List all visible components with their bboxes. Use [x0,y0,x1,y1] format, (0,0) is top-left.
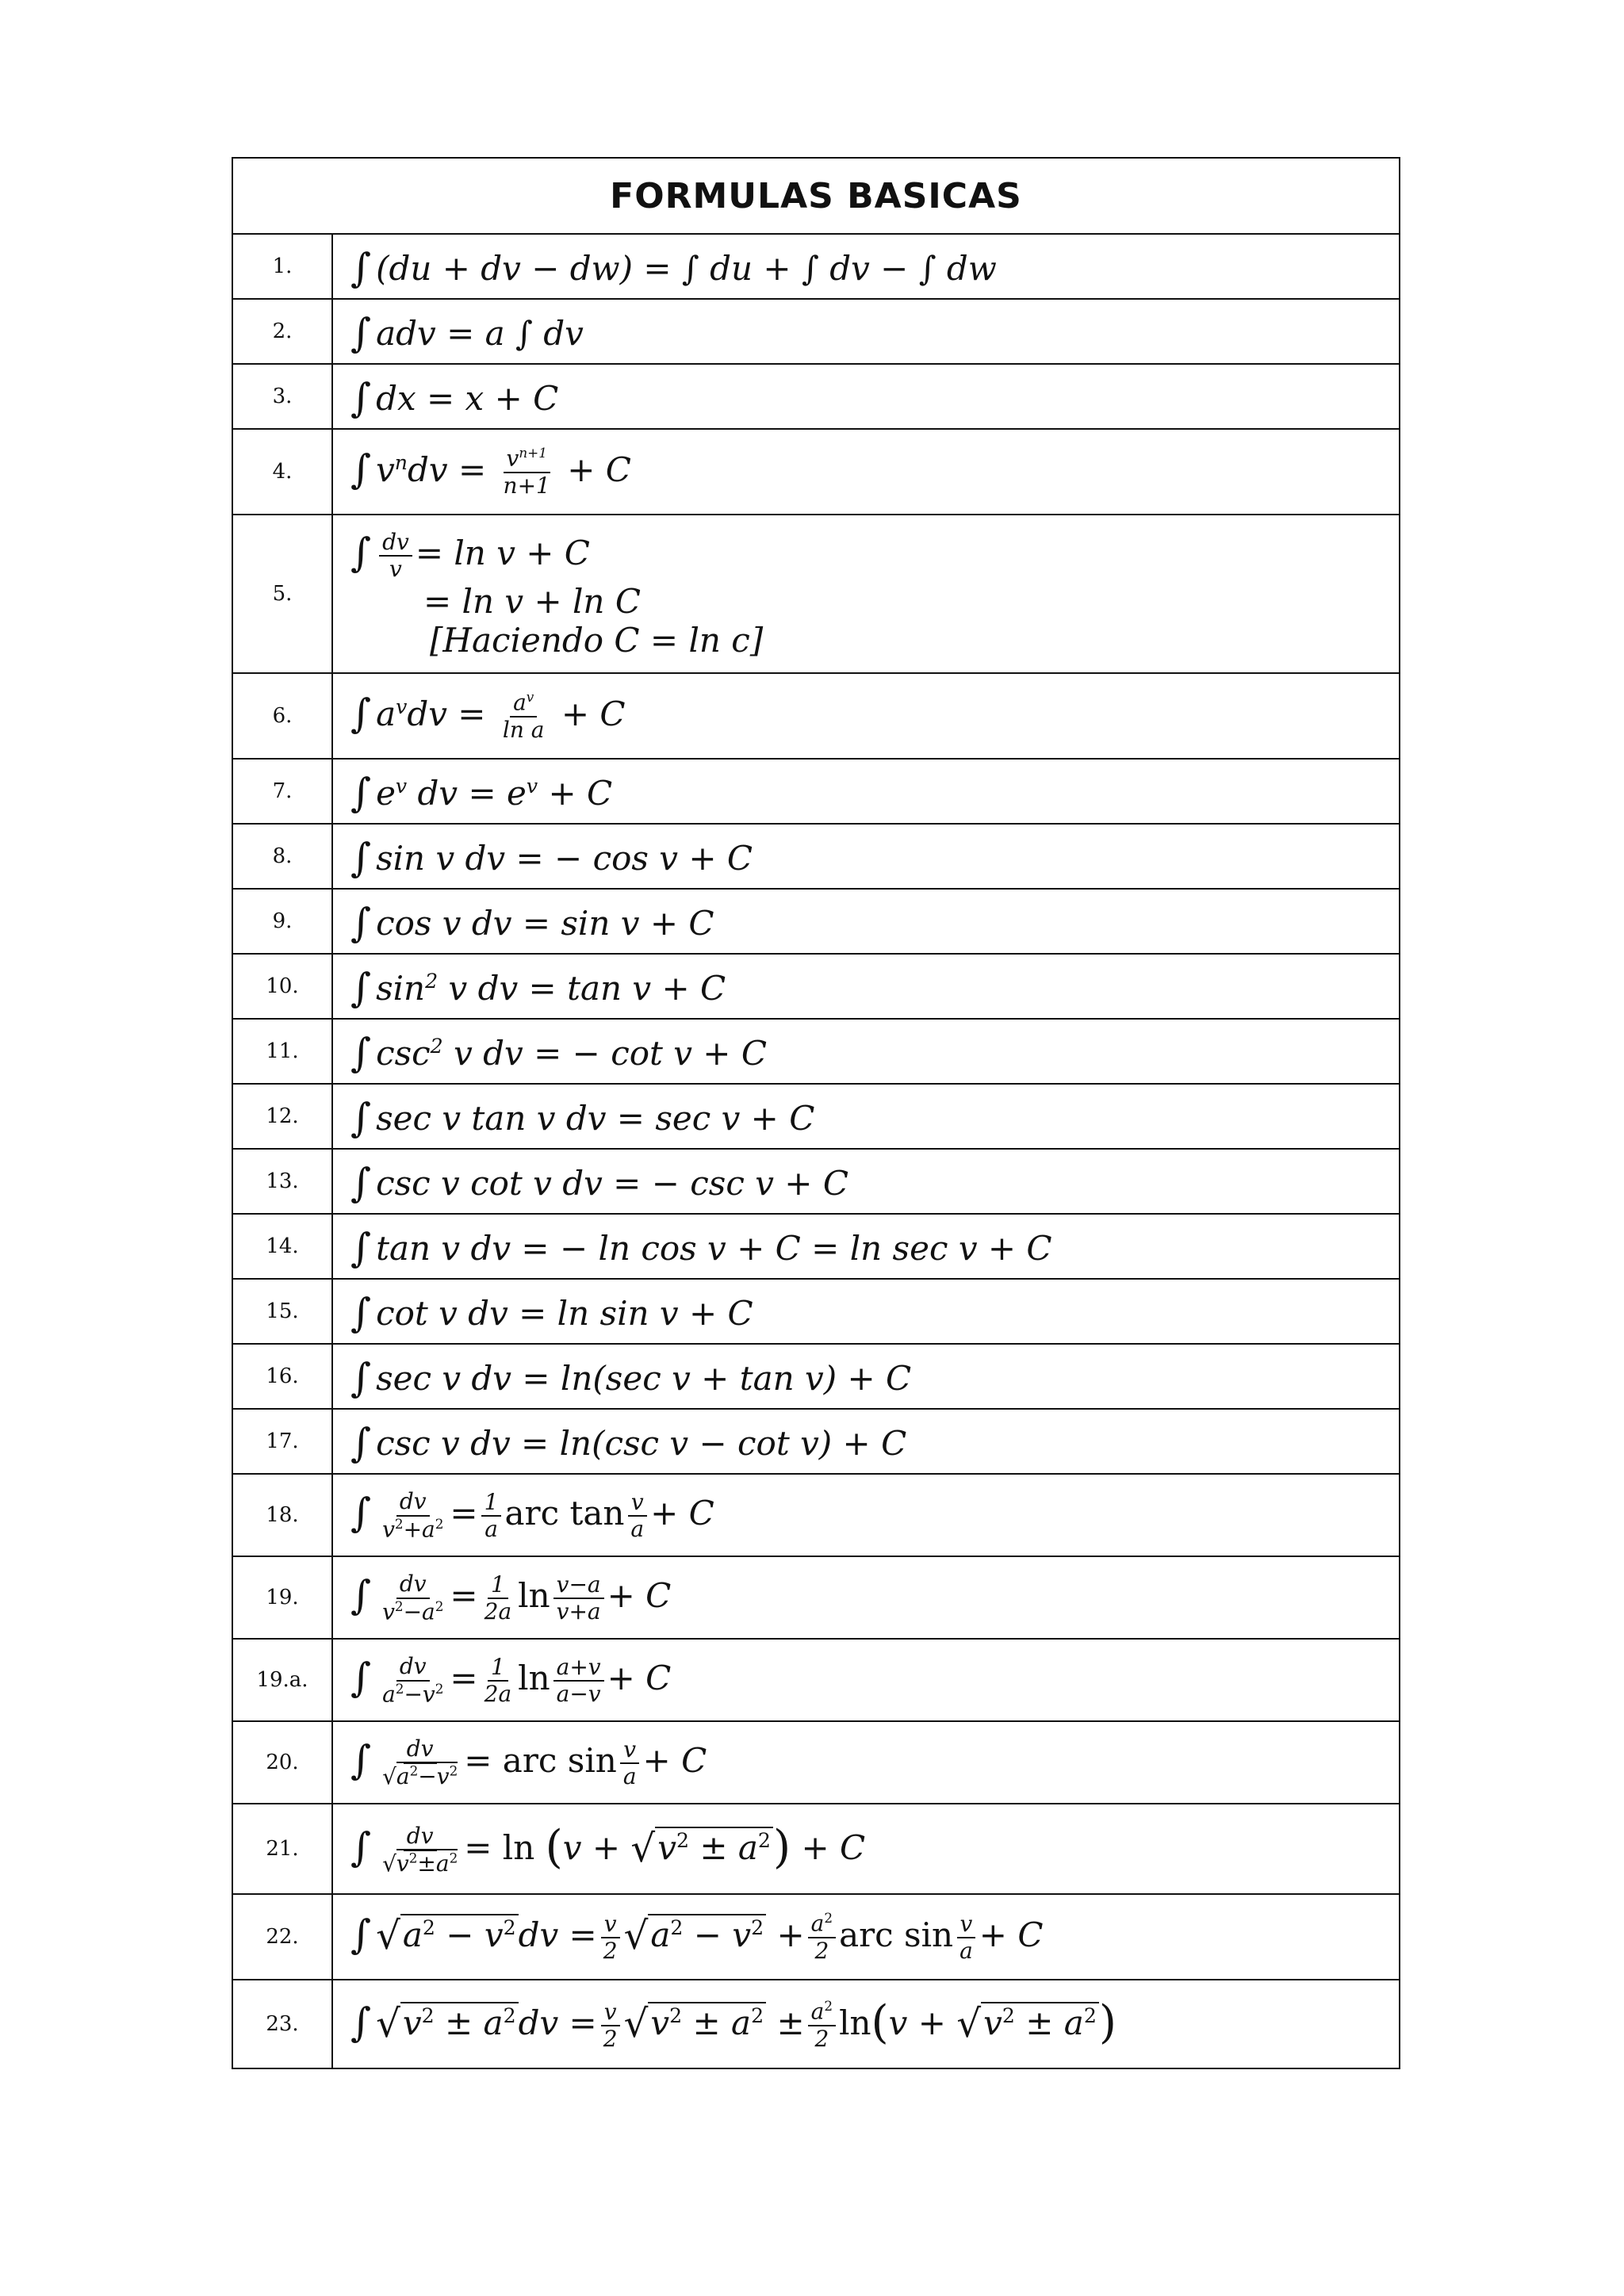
formula-row [232,673,1400,759]
numerator: a [513,689,527,716]
numerator: a [810,1998,825,2025]
integral-sign: ∫ [350,375,372,421]
formula [332,1894,1400,1980]
numerator: v [603,1910,617,1937]
paren-close: ) [1098,1996,1116,2049]
formula-text: ln [518,1575,550,1615]
formula-text: cos v dv = sin v + C [376,904,714,943]
denominator: 2 [603,2025,618,2052]
denominator: a [959,1937,973,1964]
square-root: $√v^2 \pm a^2$ [624,2002,767,2046]
formula-text: csc [376,1034,431,1073]
denominator: v [389,555,402,582]
formula-number: 18. [232,1474,332,1556]
formula [332,954,1400,1019]
denominator: ±a [417,1850,450,1877]
formula-row [232,1279,1400,1344]
formula-row [232,1084,1400,1149]
formula-row [232,1409,1400,1474]
formula [332,1556,1400,1639]
formula-text: v dv = − cot v + C [454,1034,767,1073]
formula [332,1474,1400,1556]
formula-text: arc sin [839,1915,954,1954]
formula-row [232,889,1400,954]
exponent: 2 [422,1915,435,1939]
numerator: 1 [490,1653,505,1680]
formula-row [232,1894,1400,1980]
paren-open: ( [545,1820,563,1873]
formula-row [232,1980,1400,2068]
exponent: v [395,775,408,798]
fraction [481,1572,515,1624]
formula-number: 13. [232,1149,332,1214]
exponent: v [396,695,408,718]
numerator: dv [399,1488,427,1515]
formula-text: ± [776,2003,805,2042]
formula-text: + C [607,1658,672,1697]
square-root: $√a^2 - v^2$ [376,1914,519,1958]
formula [332,1149,1400,1214]
denominator: v+a [556,1598,601,1624]
numerator: v [506,445,519,472]
denominator: a [396,1762,410,1789]
formula-row [232,1344,1400,1409]
formula [332,364,1400,429]
formula-text: + C [607,1575,672,1615]
formula-number: 23. [232,1980,332,2068]
fraction [379,530,412,582]
denominator: v [396,1850,409,1877]
integral-sign: ∫ [350,900,372,946]
formula-text: + C [979,1915,1044,1954]
formula-number: 14. [232,1214,332,1279]
page-title: FORMULAS BASICAS [232,158,1400,234]
formula [332,1279,1400,1344]
integral-sign: ∫ [350,1999,372,2045]
formula-row [232,1474,1400,1556]
formula-row [232,299,1400,364]
exponent: 2 [421,2003,435,2027]
fraction [620,1737,640,1789]
fraction [379,1654,446,1707]
formula-text: + C [801,1827,866,1867]
formula-text: v + [562,1827,621,1867]
exponent: 2 [757,1828,771,1852]
exponent: 2 [435,1598,444,1614]
formula-text: ln [839,2003,871,2042]
formula-text: + C [567,450,631,489]
integral-sign: ∫ [350,1225,372,1271]
formula-number: 1. [232,234,332,299]
fraction [379,1489,446,1542]
formula-text: v + [888,2003,946,2042]
formula-number: 4. [232,429,332,515]
formula [332,1409,1400,1474]
fraction [481,1655,515,1707]
formula [332,1721,1400,1804]
formula-number: 9. [232,889,332,954]
formula-number: 17. [232,1409,332,1474]
numerator: a+v [556,1653,601,1680]
formula-text: e [376,774,396,813]
formula-table [232,157,1400,2069]
formula-text: ± a [692,2003,752,2042]
numerator: dv [406,1735,434,1762]
integral-sign: ∫ [350,690,372,737]
denominator: ln a [502,716,545,743]
exponent: 2 [1002,2003,1015,2027]
denominator: a [630,1515,645,1542]
integral-sign: ∫ [350,1355,372,1401]
fraction [500,690,548,743]
formula-text: = ln v + ln C [423,582,641,622]
formula-text: ln [518,1658,550,1697]
fraction [808,1999,836,2052]
formula-row [232,1556,1400,1639]
fraction [481,1490,502,1542]
formula-row [232,364,1400,429]
exponent: 2 [435,1680,444,1697]
formula [332,429,1400,515]
formula-text: ± a [699,1827,758,1867]
fraction [627,1490,647,1542]
exponent: v [526,689,534,706]
denominator: a [382,1680,396,1707]
formula-text: = ln [464,1827,535,1867]
formula-text: v [983,2003,1002,2042]
fraction: $\frac{dv}{√a^2-v^2}$ [382,1735,458,1789]
formula-text: sin [376,969,426,1008]
fraction [379,1571,446,1624]
exponent: n+1 [519,445,547,461]
integral-sign: ∫ [350,835,372,881]
denominator: 2 [603,1937,618,1964]
exponent: 2 [408,1850,418,1866]
formula-text: csc v cot v dv = − csc v + C [376,1164,848,1203]
formula-text: v [402,2003,422,2042]
fraction [553,1655,604,1707]
integral-sign: ∫ [350,1420,372,1466]
formula [332,1344,1400,1409]
formula [332,889,1400,954]
denominator: v [382,1515,395,1542]
formula-text: + C [650,1493,714,1533]
integral-sign: ∫ [350,1030,372,1076]
formula-text: a [376,694,396,733]
formula [332,1019,1400,1084]
formula-text: = [450,1658,478,1697]
formula-text: = arc sin [464,1740,617,1780]
integral-sign: ∫ [350,245,372,291]
formula-number: 3. [232,364,332,429]
exponent: 2 [409,1762,419,1779]
integral-sign: ∫ [350,529,372,576]
formula-text: sin v dv = − cos v + C [376,839,753,878]
denominator: a−v [556,1680,601,1707]
formula-row [232,1214,1400,1279]
integral-sign: ∫ [350,446,372,492]
formula-text: v dv = tan v + C [448,969,726,1008]
fraction [600,1999,621,2052]
square-root: $√a^2 - v^2$ [624,1914,767,1958]
formula-text: ± a [444,2003,504,2042]
formula-text: v [657,1827,676,1867]
numerator: v [959,1910,973,1937]
formula [332,1214,1400,1279]
formula-row [232,234,1400,299]
formula-text: ± a [1025,2003,1084,2042]
formula-row [232,1721,1400,1804]
exponent: 2 [430,1035,443,1058]
formula-number: 12. [232,1084,332,1149]
formula-row [232,1019,1400,1084]
exponent: 2 [435,1515,444,1532]
formula-number: 19. [232,1556,332,1639]
formula-text: (du + dv − dw) = ∫ du + ∫ dv − ∫ dw [376,249,997,288]
formula-row [232,1149,1400,1214]
formula-text: cot v dv = ln sin v + C [376,1294,753,1333]
formula-text: dx = x + C [376,379,559,418]
fraction [808,1911,836,1964]
numerator: a [810,1910,825,1937]
formula-text: + C [561,694,626,733]
denominator: 2 [814,2025,829,2052]
exponent: 2 [449,1762,458,1779]
exponent: n [394,450,408,474]
denominator: v [382,1598,395,1624]
formula [332,1804,1400,1894]
formula [332,515,1400,673]
exponent: 2 [395,1680,404,1697]
formula-number: 8. [232,824,332,889]
formula-text: + C [548,774,613,813]
formula [332,824,1400,889]
formula-text: [Haciendo C = ln c] [430,621,764,660]
formula-text: sec v dv = ln(sec v + tan v) + C [376,1359,912,1398]
formula-text: dv = e [417,774,527,813]
numerator: dv [399,1653,427,1680]
formula-number: 10. [232,954,332,1019]
exponent: 2 [669,2003,683,2027]
integral-sign: ∫ [350,1911,372,1957]
square-root: $√v^2 \pm a^2$ [630,1827,773,1871]
square-root: $√v^2 \pm a^2$ [956,2002,1099,2046]
formula-number: 7. [232,759,332,824]
denominator: a [485,1515,498,1542]
integral-sign: ∫ [350,1095,372,1141]
numerator: v [630,1488,644,1515]
formula [332,1084,1400,1149]
exponent: 2 [751,1915,764,1939]
formula-text: + [776,1915,805,1954]
formula-row [232,1639,1400,1721]
denominator: −a [403,1598,435,1624]
formula-number: 22. [232,1894,332,1980]
denominator: 2a [484,1598,512,1624]
formula-row [232,954,1400,1019]
numerator: v−a [556,1571,601,1598]
denominator: −v [404,1680,435,1707]
integral-sign: ∫ [350,1489,372,1536]
formula-text: adv = a ∫ dv [376,314,584,353]
formula-text: arc tan [504,1493,625,1533]
formula-text: dv = [408,450,487,489]
integral-sign: ∫ [350,965,372,1011]
paren-open: ( [871,1996,889,2049]
formula [332,234,1400,299]
numerator: dv [382,528,409,555]
denominator: +a [403,1515,435,1542]
formula-row [232,759,1400,824]
exponent: v [526,775,538,798]
formula-text: = [450,1575,478,1615]
formula [332,1980,1400,2068]
formula-number: 6. [232,673,332,759]
numerator: dv [399,1571,427,1598]
formula-text: − v [446,1915,504,1954]
exponent: 2 [824,1910,833,1927]
integral-sign: ∫ [350,1823,372,1870]
formula-text: v [376,450,395,489]
numerator: 1 [484,1488,499,1515]
formula-row [232,824,1400,889]
exponent: 2 [503,2003,516,2027]
denominator: −v [418,1762,450,1789]
formula-row [232,429,1400,515]
formula-text: a [650,1915,671,1954]
formula-number: 19.a. [232,1639,332,1721]
exponent: 2 [1083,2003,1097,2027]
exponent: 2 [449,1850,458,1866]
formula [332,299,1400,364]
formula-number: 5. [232,515,332,673]
formula [332,759,1400,824]
denominator: n+1 [503,472,550,499]
fraction [500,446,553,499]
formula-number: 11. [232,1019,332,1084]
formula-number: 20. [232,1721,332,1804]
exponent: 2 [751,2003,764,2027]
numerator: dv [406,1823,434,1850]
fraction [553,1572,604,1624]
exponent: 2 [394,1598,404,1614]
formula-text: tan v dv = − ln cos v + C = ln sec v + C [376,1229,1052,1268]
fraction [956,1911,976,1964]
formula-row [232,1804,1400,1894]
exponent: 2 [503,1915,516,1939]
integral-sign: ∫ [350,1654,372,1701]
formula-text: = ln v + C [415,533,590,572]
formula-text: sec v tan v dv = sec v + C [376,1099,815,1138]
exponent: 2 [676,1828,689,1852]
exponent: 2 [425,970,439,993]
formula-text: v [650,2003,670,2042]
formula-text: csc v dv = ln(csc v − cot v) + C [376,1424,907,1463]
paren-close: ) [772,1820,791,1873]
denominator: a [622,1762,637,1789]
formula [332,1639,1400,1721]
formula-number: 2. [232,299,332,364]
integral-sign: ∫ [350,310,372,356]
formula-text: dv = [407,694,486,733]
numerator: v [603,1998,617,2025]
exponent: 2 [824,1998,833,2015]
numerator: 1 [490,1571,505,1598]
denominator: 2a [484,1680,512,1707]
formula-text: dv = [518,2003,597,2042]
integral-sign: ∫ [350,1736,372,1783]
formula-row [232,515,1400,673]
formula-text: a [402,1915,423,1954]
fraction [600,1911,621,1964]
formula-number: 15. [232,1279,332,1344]
square-root: $√v^2 \pm a^2$ [376,2002,519,2046]
formula-number: 21. [232,1804,332,1894]
formula [332,673,1400,759]
integral-sign: ∫ [350,770,372,816]
formula-text: + C [642,1740,707,1780]
numerator: v [623,1735,637,1762]
formula-number: 16. [232,1344,332,1409]
exponent: 2 [394,1515,404,1532]
exponent: 2 [670,1915,684,1939]
formula-text: dv = [518,1915,597,1954]
integral-sign: ∫ [350,1290,372,1336]
integral-sign: ∫ [350,1571,372,1618]
denominator: 2 [814,1937,829,1964]
integral-sign: ∫ [350,1160,372,1206]
fraction: $\frac{dv}{√v^2\pm a^2}$ [382,1823,458,1877]
formula-text: = [450,1493,478,1533]
formula-text: − v [693,1915,752,1954]
